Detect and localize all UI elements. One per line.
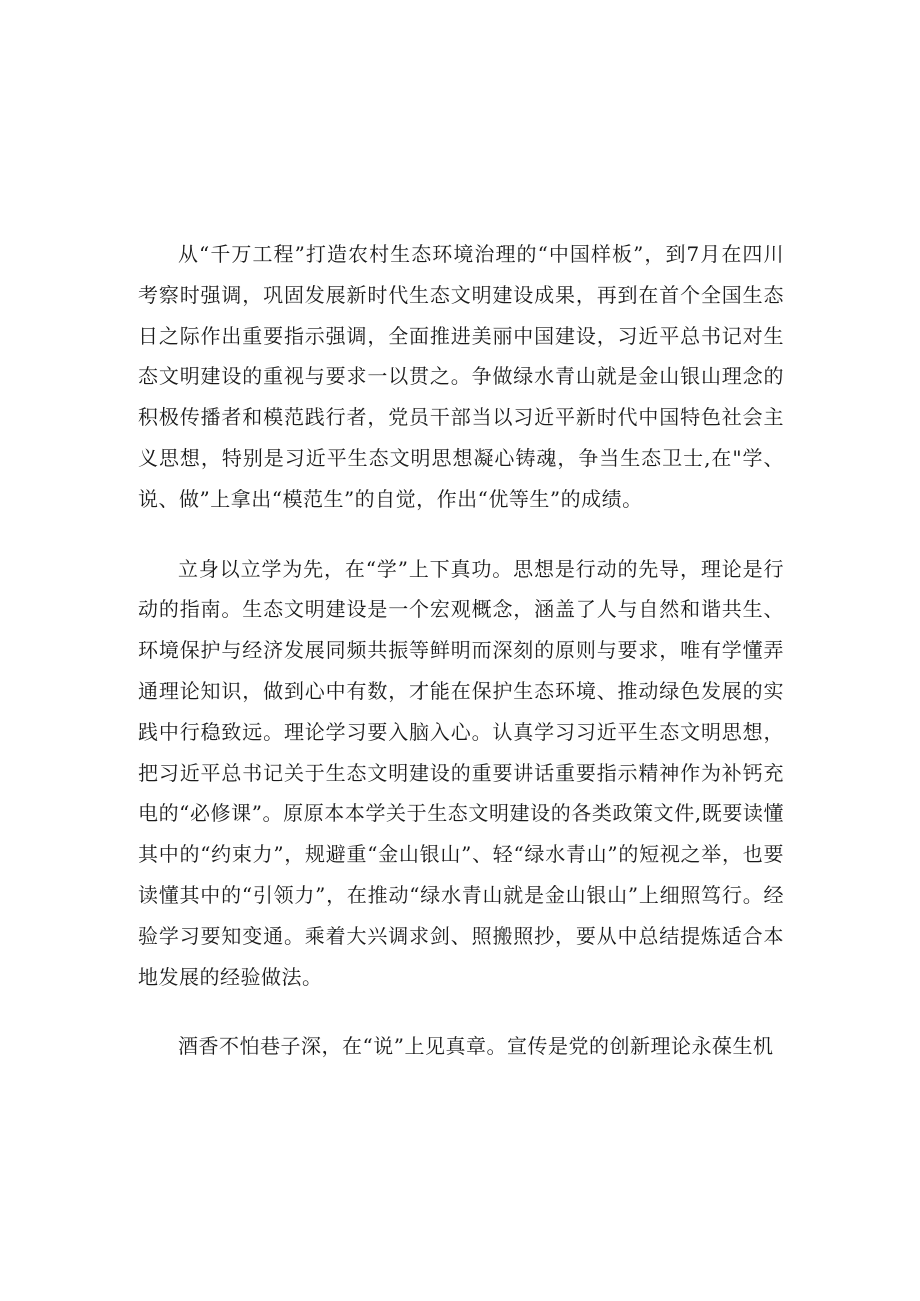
document-body bbox=[138, 234, 784, 1067]
paragraph-study: 立身以立学为先，在“学”上下真功。思想是行动的先导，理论是行动的指南。生态文明建设是一个宏观概念，涵盖了人与自然和谐共生、环境保护与经济发展同频共振等鲜明而深刻的原则与要求，唯有学懂弄通理论知识，做到心中有数，才能在保护生态环境、推动绿色发展的实践中行稳致远。理论学习要入脑入心。认真学习习近平生态文明思想，把习近平总书记关于生态文明建设的重要讲话重要指示精神作为补钙充电的“必修课”。原原本本学关于生态文明建设的各类政策文件,既要读懂其中的“约束力”，规避重“金山银山”、轻“绿水青山”的短视之举，也要读懂其中的“引领力”，在推动“绿水青山就是金山银山”上细照笃行。经验学习要知变通。乘着大兴调求剑、照搬照抄，要从中总结提炼适合本地发展的经验做法。 bbox=[138, 556, 784, 989]
paragraph-speak: 酒香不怕巷子深，在“说”上见真章。宣传是党的创新理论永葆生机 bbox=[178, 1034, 774, 1059]
paragraph-intro: 从“千万工程”打造农村生态环境治理的“中国样板”，到7月在四川考察时强调，巩固发展新时代生态文明建设成果，再到在首个全国生态日之际作出重要指示强调，全面推进美丽中国建设，习近平总书记对生态文明建设的重视与要求一以贯之。争做绿水青山就是金山银山理念的积极传播者和模范践行者，党员干部当以习近平新时代中国特色社会主义思想，特别是习近平生态文明思想凝心铸魂，争当生态卫士,在"学、说、做”上拿出“模范生”的自觉，作出“优等生”的成绩。 bbox=[138, 242, 784, 511]
